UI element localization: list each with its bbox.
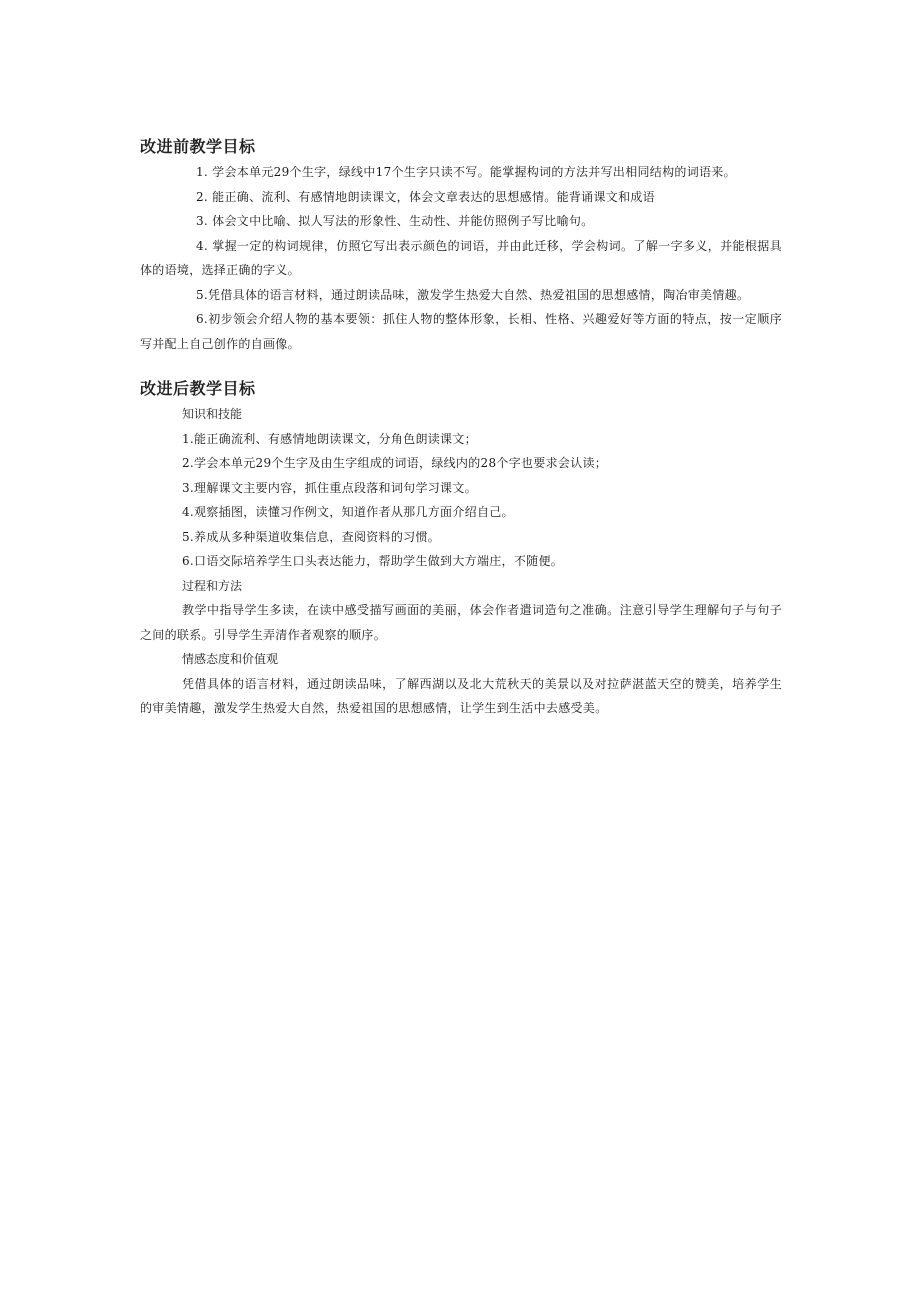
subheading-process-methods: 过程和方法 <box>182 578 243 593</box>
section-before-goals <box>140 134 782 356</box>
process-methods-text: 教学中指导学生多读，在读中感受描写画面的美丽，体会作者遣词造句之准确。注意引导学生理解句子与句子之间的联系。引导学生弄清作者观察的顺序。 <box>140 603 782 642</box>
emotion-values-text: 凭借具体的语言材料，通过朗读品味，了解西湖以及北大荒秋天的美景以及对拉萨湛蓝天空的赞美，培养学生的审美情趣，激发学生热爱大自然，热爱祖国的思想感情，让学生到生活中去感受美。 <box>140 676 782 715</box>
after-knowledge-item-1: 1.能正确流利、有感情地朗读课文，分角色朗读课文； <box>182 431 477 446</box>
subheading-emotion-values: 情感态度和价值观 <box>182 652 279 666</box>
heading-before-goals: 改进前教学目标 <box>140 137 256 156</box>
before-goal-item-1: 1. 学会本单元29个生字，绿线中17个生字只读不写。能掌握构词的方法并写出相同结构的词语来。 <box>196 165 736 179</box>
before-goal-item-2: 2. 能正确、流利、有感情地朗读课文，体会文章表达的思想感情。能背诵课文和成语 <box>196 189 655 204</box>
after-knowledge-item-5: 5.养成从多种渠道收集信息，查阅资料的习惯。 <box>182 529 441 544</box>
before-goal-item-6: 6.初步领会介绍人物的基本要领：抓住人物的整体形象，长相、性格、兴趣爱好等方面的特点，按一定顺序写并配上自己创作的自画像。 <box>140 312 782 351</box>
after-knowledge-item-4: 4.观察插图，读懂习作例文，知道作者从那几方面介绍自己。 <box>182 505 514 519</box>
section-after-goals <box>140 376 782 721</box>
subheading-knowledge-skills: 知识和技能 <box>182 407 243 421</box>
before-goal-item-4: 4. 掌握一定的构词规律，仿照它写出表示颜色的词语，并由此迁移，学会构词。了解一字多义，并能根据具体的语境，选择正确的字义。 <box>140 238 782 277</box>
after-knowledge-item-6: 6.口语交际培养学生口头表达能力，帮助学生做到大方端庄，不随便。 <box>182 554 564 568</box>
heading-after-goals: 改进后教学目标 <box>140 379 256 398</box>
document-page <box>140 134 782 721</box>
before-goal-item-3: 3. 体会文中比喻、拟人写法的形象性、生动性、并能仿照例子写比喻句。 <box>196 214 594 228</box>
after-knowledge-item-2: 2.学会本单元29个生字及由生字组成的词语，绿线内的28个字也要求会认读； <box>182 456 608 470</box>
after-knowledge-item-3: 3.理解课文主要内容，抓住重点段落和词句学习课文。 <box>182 480 477 495</box>
before-goal-item-5: 5.凭借具体的语言材料，通过朗读品味，激发学生热爱大自然、热爱祖国的思想感情，陶冶审美情趣。 <box>196 287 750 302</box>
